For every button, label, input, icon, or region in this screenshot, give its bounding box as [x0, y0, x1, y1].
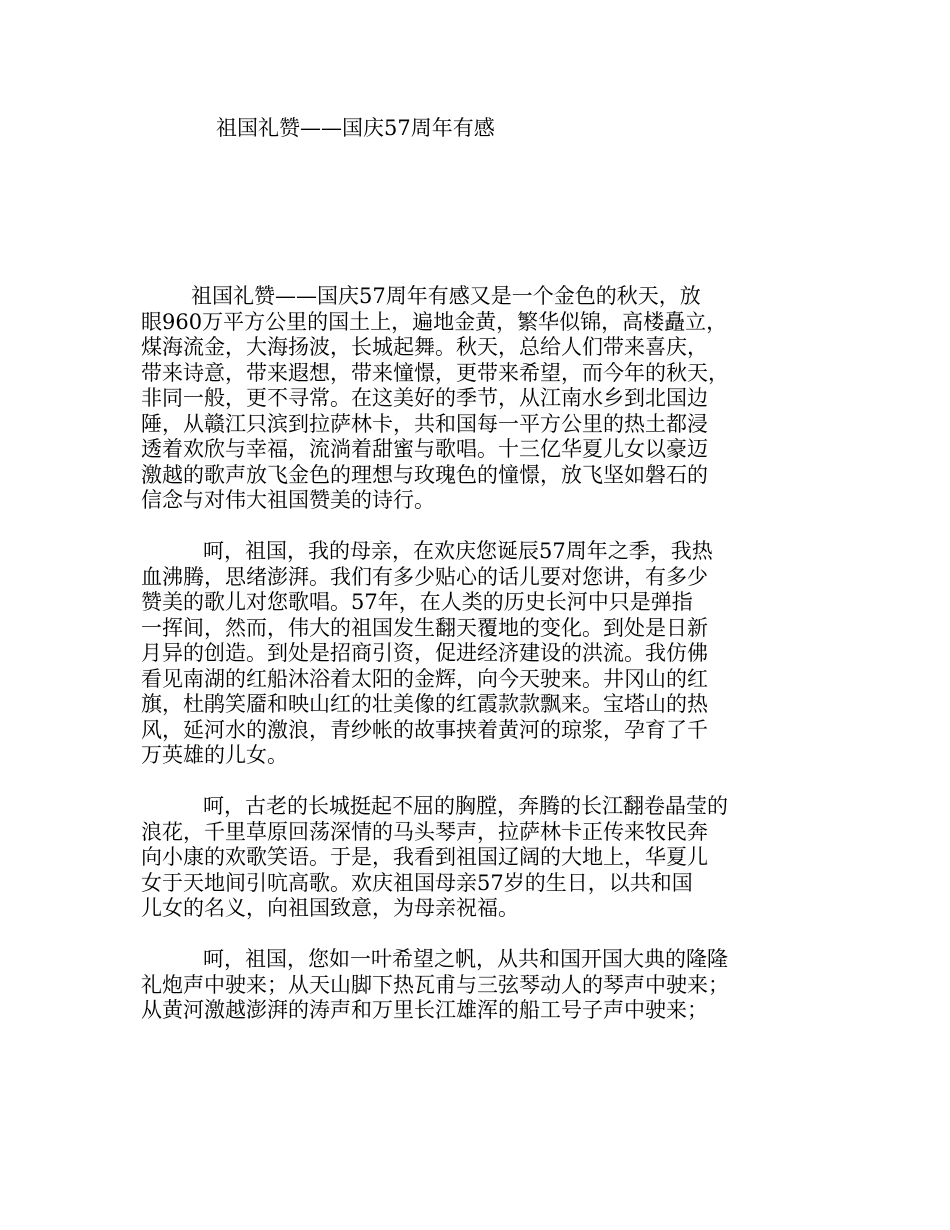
paragraph-1	[141, 284, 831, 514]
paragraph-4	[141, 947, 831, 1024]
text-line: 看见南湖的红船沐浴着太阳的金辉，向今天驶来。井冈山的红	[141, 666, 708, 691]
text-line: 祖国礼赞——国庆57周年有感又是一个金色的秋天，放	[191, 284, 701, 308]
text-line: 透着欢欣与幸福，流淌着甜蜜与歌唱。十三亿华夏儿女以豪迈	[141, 437, 708, 461]
text-line: 月异的创造。到处是招商引资，促进经济建设的洪流。我仿佛	[141, 641, 708, 665]
text-line: 信念与对伟大祖国赞美的诗行。	[141, 488, 435, 512]
text-line: 女于天地间引吭高歌。欢庆祖国母亲57岁的生日，以共和国	[141, 870, 693, 895]
text-line: 礼炮声中驶来；从天山脚下热瓦甫与三弦琴动人的琴声中驶来；	[141, 972, 729, 997]
text-line: 旗，杜鹃笑靥和映山红的壮美像的红霞款款飘来。宝塔山的热	[141, 692, 708, 716]
text-line: 浪花，千里草原回荡深情的马头琴声，拉萨林卡正传来牧民奔	[141, 819, 708, 844]
document-title: 祖国礼赞——国庆57周年有感	[216, 116, 495, 140]
text-line: 赞美的歌儿对您歌唱。57年，在人类的历史长河中只是弹指	[141, 590, 693, 614]
text-line: 煤海流金，大海扬波，长城起舞。秋天，总给人们带来喜庆，	[141, 335, 708, 359]
paragraph-2	[141, 539, 831, 769]
text-line: 陲，从赣江只滨到拉萨林卡，共和国每一平方公里的热土都浸	[141, 411, 708, 436]
text-line: 向小康的欢歌笑语。于是，我看到祖国辽阔的大地上，华夏儿	[141, 845, 708, 869]
text-line: 带来诗意，带来遐想，带来憧憬，更带来希望，而今年的秋天，	[141, 360, 729, 385]
document-body	[141, 284, 831, 1024]
text-line: 眼960万平方公里的国土上，遍地金黄，繁华似锦，高楼矗立，	[141, 309, 728, 334]
text-line: 非同一般，更不寻常。在这美好的季节，从江南水乡到北国边	[141, 386, 708, 410]
text-line: 一挥间，然而，伟大的祖国发生翻天覆地的变化。到处是日新	[141, 615, 708, 640]
text-line: 儿女的名义，向祖国致意，为母亲祝福。	[141, 896, 519, 920]
text-line: 从黄河激越澎湃的涛声和万里长江雄浑的船工号子声中驶来；	[141, 998, 708, 1022]
paragraph-3	[141, 794, 831, 922]
text-line: 血沸腾，思绪澎湃。我们有多少贴心的话儿要对您讲，有多少	[141, 564, 708, 589]
text-line: 万英雄的儿女。	[141, 743, 288, 767]
text-line: 呵，祖国，我的母亲，在欢庆您诞辰57周年之季，我热	[203, 539, 713, 563]
text-line: 呵，祖国，您如一叶希望之帆，从共和国开国大典的隆隆	[203, 947, 728, 971]
text-line: 呵，古老的长城挺起不屈的胸膛，奔腾的长江翻卷晶莹的	[203, 794, 728, 818]
text-line: 风，延河水的激浪，青纱帐的故事挟着黄河的琼浆，孕育了千	[141, 717, 708, 742]
text-line: 激越的歌声放飞金色的理想与玫瑰色的憧憬，放飞坚如磐石的	[141, 462, 708, 487]
